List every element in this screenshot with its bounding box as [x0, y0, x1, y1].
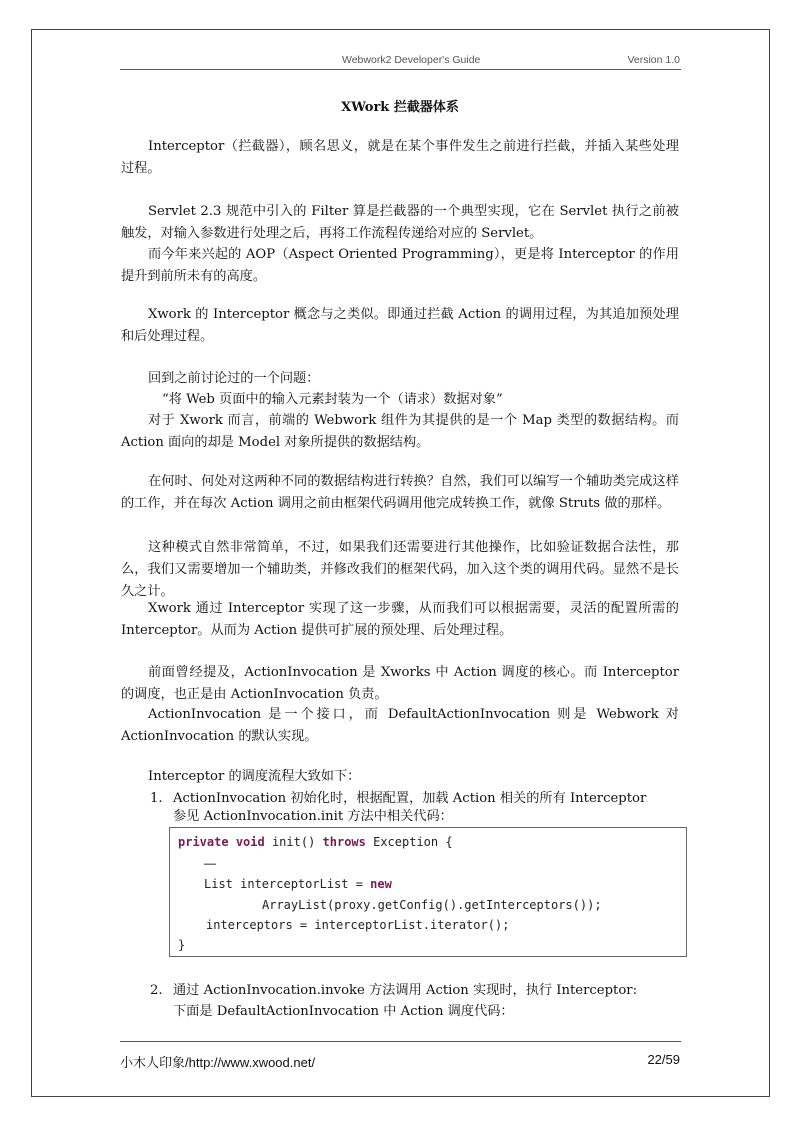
list-item-1-number: 1.: [150, 791, 163, 806]
code-method-name: init(): [264, 835, 323, 849]
list-item-2-text: 通过 ActionInvocation.invoke 方法调用 Action 实现时，执行 Interceptor:: [173, 983, 638, 998]
list-item-2-subtext: 下面是 DefaultActionInvocation 中 Action 调度代码：: [173, 1004, 514, 1019]
running-header: [120, 54, 680, 70]
code-line-signature: [178, 832, 453, 852]
paragraph-8: 在何时、何处对这两种不同的数据结构进行转换？自然，我们可以编写一个辅助类完成这样的工作，并在每次 Action 调用之前由框架代码调用他完成转换工作，就像 Struts 做的那样。: [121, 474, 679, 511]
header-divider: [120, 69, 681, 70]
code-line-assign: interceptors = interceptorList.iterator();: [206, 918, 510, 932]
code-keyword-private: private: [178, 835, 229, 849]
header-version: Version 1.0: [627, 54, 680, 66]
footer-page-number: 22/59: [647, 1052, 680, 1067]
footer-divider: [120, 1041, 681, 1042]
code-list-decl: List interceptorList =: [204, 877, 371, 891]
code-ellipsis: ……: [204, 857, 217, 868]
code-line-close: }: [178, 938, 186, 952]
paragraph-3: 而今年来兴起的 AOP（Aspect Oriented Programming），更是将 Interceptor 的作用提升到前所未有的高度。: [121, 247, 679, 284]
footer-site-link[interactable]: 小木人印象/http://www.xwood.net/: [120, 1055, 316, 1070]
code-line-arraylist: ArrayList(proxy.getConfig().getInterceptors());: [262, 898, 602, 912]
quote-line: “将 Web 页面中的输入元素封装为一个（请求）数据对象”: [162, 392, 503, 407]
paragraph-4: Xwork 的 Interceptor 概念与之类似。即通过拦截 Action 的调用过程，为其追加预处理和后处理过程。: [121, 307, 679, 344]
paragraph-13: Interceptor 的调度流程大致如下：: [148, 769, 361, 784]
section-title: XWork 拦截器体系: [341, 100, 459, 115]
paragraph-10: Xwork 通过 Interceptor 实现了这一步骤，从而我们可以根据需要，灵活的配置所需的 Interceptor。从而为 Action 提供可扩展的预处理、后处理过程。: [121, 601, 679, 638]
code-keyword-void: void: [235, 835, 265, 849]
paragraph-5: 回到之前讨论过的一个问题：: [148, 371, 320, 386]
paragraph-7: 对于 Xwork 而言，前端的 Webwork 组件为其提供的是一个 Map 类型的数据结构。而 Action 面向的却是 Model 对象所提供的数据结构。: [121, 413, 679, 450]
paragraph-2: Servlet 2.3 规范中引入的 Filter 算是拦截器的一个典型实现，它在 Servlet 执行之前被触发，对输入参数进行处理之后，再将工作流程传递给对应的 Servlet。: [121, 204, 679, 241]
list-item-2-number: 2.: [150, 983, 163, 998]
paragraph-1: Interceptor（拦截器），顾名思义，就是在某个事件发生之前进行拦截，并插入某些处理过程。: [121, 139, 679, 176]
paragraph-9: 这种模式自然非常简单，不过，如果我们还需要进行其他操作，比如验证数据合法性，那么，我们又需要增加一个辅助类，并修改我们的框架代码，加入这个类的调用代码。显然不是长久之计。: [121, 540, 679, 599]
code-keyword-throws: throws: [322, 835, 366, 849]
header-title: Webwork2 Developer's Guide: [342, 54, 481, 66]
code-line-list: [204, 874, 392, 894]
code-keyword-new: new: [370, 877, 392, 891]
list-item-1-subtext: 参见 ActionInvocation.init 方法中相关代码：: [173, 809, 453, 824]
list-item-1-text: ActionInvocation 初始化时，根据配置，加载 Action 相关的所有 Interceptor: [173, 791, 647, 806]
paragraph-12: ActionInvocation 是一个接口，而 DefaultActionInvocation 则是 Webwork 对 ActionInvocation 的默认实现。: [121, 707, 679, 744]
paragraph-11: 前面曾经提及，ActionInvocation 是 Xworks 中 Action 调度的核心。而 Interceptor 的调度，也正是由 ActionInvocation 负责。: [121, 665, 679, 702]
code-exception: Exception {: [365, 835, 453, 849]
code-block: [169, 827, 687, 957]
